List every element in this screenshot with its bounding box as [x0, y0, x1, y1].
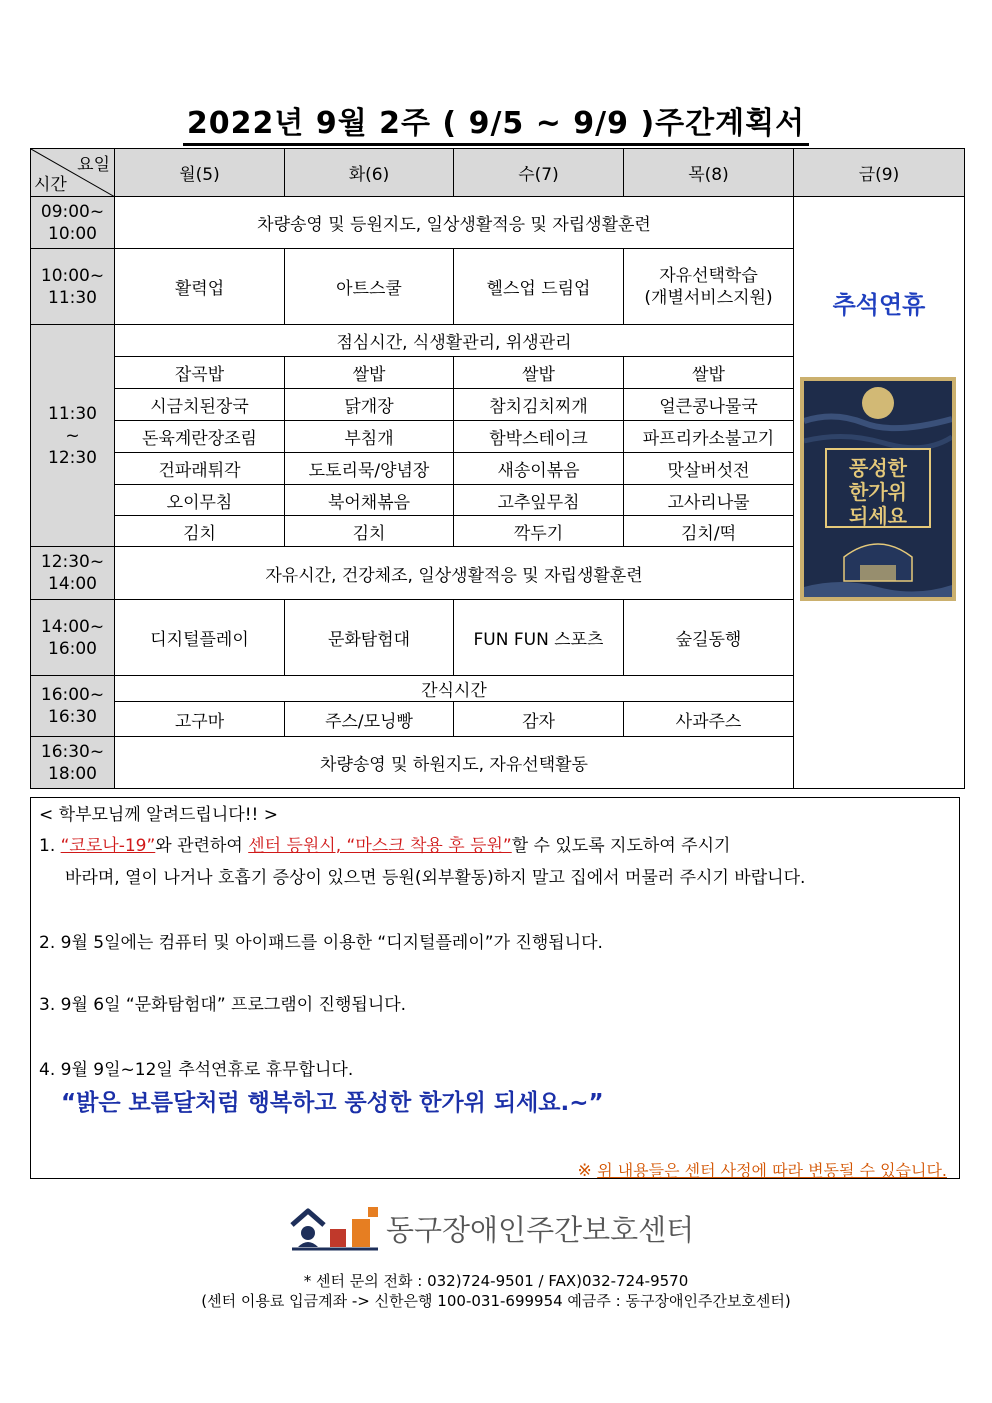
- snack-cell: 고구마: [115, 702, 285, 737]
- time-slot: 11:30 ~ 12:30: [31, 325, 115, 547]
- activity-cell: 자유시간, 건강체조, 일상생활적응 및 자립생활훈련: [115, 547, 794, 600]
- notice-item-1: 1. “코로나-19”와 관련하여 센터 등원시, “마스크 착용 후 등원”할 수 있도록 지도하여 주시기: [39, 836, 731, 856]
- activity-cell: 자유선택학습 (개별서비스지원): [624, 249, 794, 325]
- menu-cell: 잡곡밥: [115, 357, 285, 389]
- time-slot: 14:00~ 16:00: [31, 600, 115, 676]
- menu-cell: 도토리묵/양념장: [285, 453, 454, 485]
- notice-item-3: 3. 9월 6일 “문화탐험대” 프로그램이 진행됩니다.: [39, 995, 407, 1015]
- notice-item-1-line2: 바라며, 열이 나거나 호흡기 증상이 있으면 등원(외부활동)하지 말고 집에서 머물러 주시기 바랍니다.: [65, 868, 806, 888]
- day-header-wed: 수(7): [454, 149, 624, 197]
- snack-cell: 사과주스: [624, 702, 794, 737]
- menu-cell: 김치/떡: [624, 516, 794, 547]
- menu-cell: 고추잎무침: [454, 485, 624, 516]
- lunch-title: 점심시간, 식생활관리, 위생관리: [115, 325, 794, 357]
- menu-cell: 닭개장: [285, 389, 454, 421]
- friday-column: [794, 197, 965, 789]
- menu-cell: 건파래튀각: [115, 453, 285, 485]
- notice-item-4: 4. 9월 9일~12일 추석연휴로 휴무합니다.: [39, 1060, 354, 1080]
- chuseok-poster-image: [800, 377, 956, 601]
- day-header-mon: 월(5): [115, 149, 285, 197]
- time-slot: 12:30~ 14:00: [31, 547, 115, 600]
- menu-cell: 김치: [115, 516, 285, 547]
- menu-cell: 돈육계란장조림: [115, 421, 285, 453]
- activity-cell: 문화탐험대: [285, 600, 454, 676]
- menu-cell: 김치: [285, 516, 454, 547]
- snack-cell: 감자: [454, 702, 624, 737]
- menu-cell: 함박스테이크: [454, 421, 624, 453]
- menu-cell: 쌀밥: [454, 357, 624, 389]
- time-slot: 09:00~ 10:00: [31, 197, 115, 249]
- menu-cell: 새송이볶음: [454, 453, 624, 485]
- activity-cell: 숲길동행: [624, 600, 794, 676]
- day-header-tue: 화(6): [285, 149, 454, 197]
- activity-cell: FUN FUN 스포츠: [454, 600, 624, 676]
- activity-cell: 디지털플레이: [115, 600, 285, 676]
- menu-cell: 참치김치찌개: [454, 389, 624, 421]
- menu-cell: 깍두기: [454, 516, 624, 547]
- time-slot: 16:00~ 16:30: [31, 676, 115, 737]
- menu-cell: 맛살버섯전: [624, 453, 794, 485]
- menu-cell: 부침개: [285, 421, 454, 453]
- menu-cell: 쌀밥: [285, 357, 454, 389]
- activity-cell: 차량송영 및 등원지도, 일상생활적응 및 자립생활훈련: [115, 197, 794, 249]
- menu-cell: 오이무침: [115, 485, 285, 516]
- day-header-thu: 목(8): [624, 149, 794, 197]
- time-label: 시간: [34, 175, 67, 195]
- notice-item-2: 2. 9월 5일에는 컴퓨터 및 아이패드를 이용한 “디지털플레이”가 진행됩니다.: [39, 933, 603, 953]
- menu-cell: 쌀밥: [624, 357, 794, 389]
- time-slot: 16:30~ 18:00: [31, 737, 115, 789]
- day-header-fri: 금(9): [794, 149, 965, 197]
- activity-cell: 차량송영 및 하원지도, 자유선택활동: [115, 737, 794, 789]
- activity-cell: 활력업: [115, 249, 285, 325]
- notice-heading: < 학부모님께 알려드립니다!! >: [39, 805, 278, 825]
- parent-notice-box: [30, 797, 960, 1179]
- center-logo-icon: [290, 1203, 380, 1251]
- weekly-schedule-table: [30, 148, 965, 789]
- menu-cell: 북어채볶음: [285, 485, 454, 516]
- snack-title: 간식시간: [115, 676, 794, 702]
- menu-cell: 고사리나물: [624, 485, 794, 516]
- poster-line-1: 풍성한: [849, 456, 907, 480]
- contact-info: * 센터 문의 전화 : 032)724-9501 / FAX)032-724-9570: [303, 1272, 689, 1290]
- chuseok-greeting: “밝은 보름달처럼 행복하고 풍성한 한가위 되세요.~”: [61, 1090, 604, 1116]
- bank-account-info: (센터 이용료 입금계좌 -> 신한은행 100-031-699954 예금주 : 동구장애인주간보호센터): [201, 1292, 791, 1310]
- poster-line-3: 되세요: [849, 504, 907, 528]
- time-slot: 10:00~ 11:30: [31, 249, 115, 325]
- poster-line-2: 한가위: [849, 480, 907, 504]
- menu-cell: 얼큰콩나물국: [624, 389, 794, 421]
- snack-cell: 주스/모닝빵: [285, 702, 454, 737]
- center-name: 동구장애인주간보호센터: [386, 1213, 695, 1247]
- corner-header: [31, 149, 115, 197]
- menu-cell: 파프리카소불고기: [624, 421, 794, 453]
- activity-cell: 헬스업 드림업: [454, 249, 624, 325]
- day-label: 요일: [77, 155, 110, 175]
- activity-cell: 아트스쿨: [285, 249, 454, 325]
- holiday-label: 추석연휴: [832, 291, 926, 319]
- menu-cell: 시금치된장국: [115, 389, 285, 421]
- page-title: 2022년 9월 2주 ( 9/5 ~ 9/9 )주간계획서: [0, 98, 992, 142]
- notice-disclaimer: ※ 위 내용들은 센터 사정에 따라 변동될 수 있습니다.: [577, 1161, 947, 1181]
